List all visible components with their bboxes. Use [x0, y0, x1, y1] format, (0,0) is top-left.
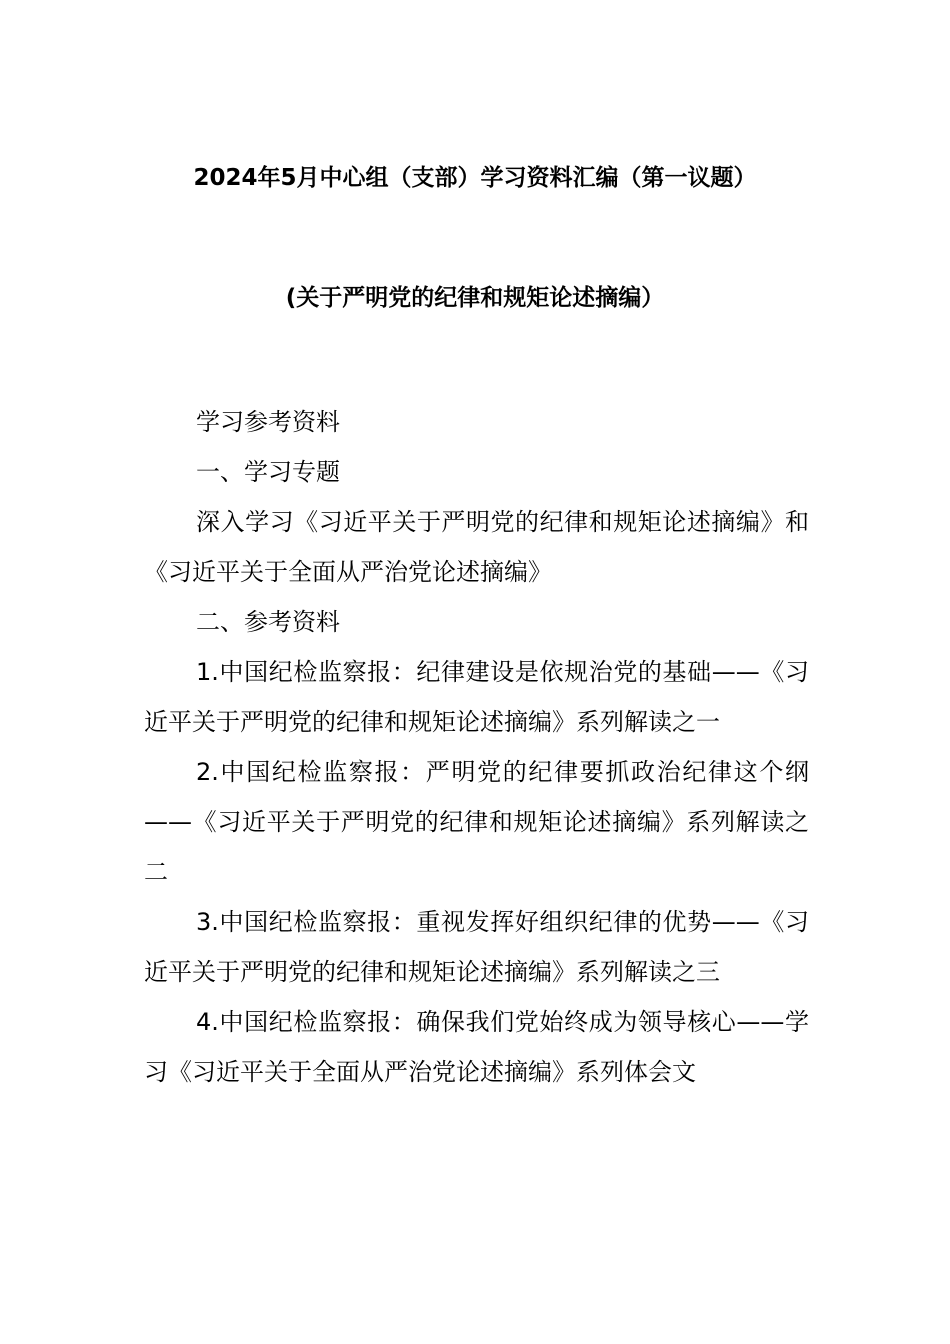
reference-item-3: 3.中国纪检监察报：重视发挥好组织纪律的优势——《习近平关于严明党的纪律和规矩论述摘编》系列解读之三	[144, 908, 809, 986]
heading-study-topic: 一、学习专题	[196, 458, 340, 486]
document-subtitle: (关于严明党的纪律和规矩论述摘编）	[285, 285, 665, 311]
document-body	[144, 397, 809, 1097]
section-label-reference: 学习参考资料	[196, 408, 340, 436]
paragraph-study-topic: 深入学习《习近平关于严明党的纪律和规矩论述摘编》和《习近平关于全面从严治党论述摘编》	[144, 508, 809, 586]
heading-reference-materials: 二、参考资料	[196, 608, 340, 636]
reference-item-2: 2.中国纪检监察报：严明党的纪律要抓政治纪律这个纲——《习近平关于严明党的纪律和规矩论述摘编》系列解读之二	[144, 758, 809, 886]
reference-item-4: 4.中国纪检监察报：确保我们党始终成为领导核心——学习《习近平关于全面从严治党论述摘编》系列体会文	[144, 1008, 809, 1086]
document-title: 2024年5月中心组（支部）学习资料汇编（第一议题）	[193, 165, 757, 191]
reference-item-1: 1.中国纪检监察报：纪律建设是依规治党的基础——《习近平关于严明党的纪律和规矩论述摘编》系列解读之一	[144, 658, 809, 736]
